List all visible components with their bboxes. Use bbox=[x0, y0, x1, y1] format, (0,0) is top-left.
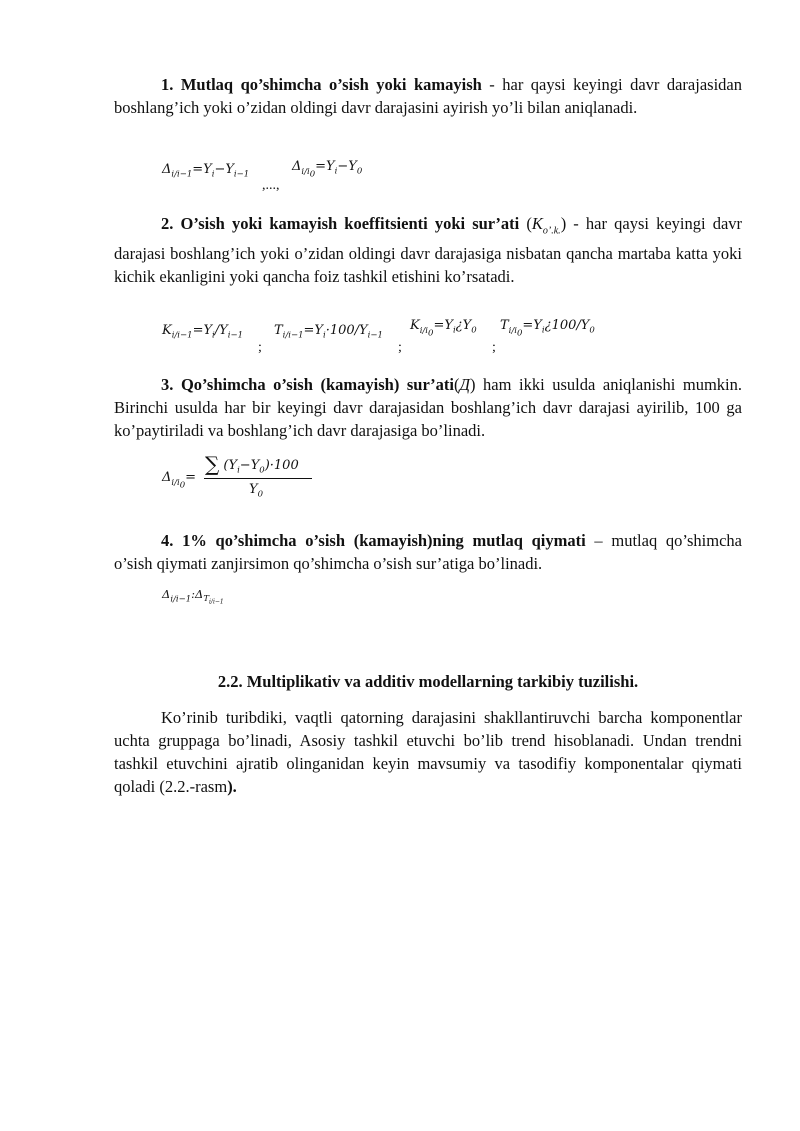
section-heading: 2.2. Multiplikativ va additiv modellarning tarkibiy tuzilishi. bbox=[217, 672, 639, 691]
formula-4-expression: $\Delta_{i/i-1}:\Delta_{T_{i/i-1}}$ bbox=[162, 587, 224, 606]
body-paragraph bbox=[114, 706, 742, 798]
section-1-paragraph bbox=[114, 73, 742, 119]
formula-2-separator-1: ; bbox=[258, 340, 262, 355]
formula-2-t-base: $T_{i/i_0}=Y_i¿100/Y_0$ bbox=[500, 318, 595, 339]
formula-3-lhs: $\Delta_{i/i_0}=$ bbox=[162, 470, 197, 491]
section-3-title: 3. Qo’shimcha o’sish (kamayish) sur’ati bbox=[161, 375, 454, 394]
section-4-title: 4. 1% qo’shimcha o’sish (kamayish)ning mutlaq qiymati bbox=[161, 531, 586, 550]
section-1-title: 1. Mutlaq qo’shimcha o’sish yoki kamayish bbox=[161, 75, 482, 94]
formula-1-base: $\Delta_{i/i_0}=Y_i-Y_0$ bbox=[292, 159, 363, 180]
body-paragraph-closing: ). bbox=[227, 777, 237, 796]
formula-2-separator-3: ; bbox=[492, 340, 496, 355]
section-1-text: - har qaysi keyingi davr darajasidan boshlang’ich yoki o’zidan oldingi davr darajasini ayirish yo’li bilan aniqlanadi. bbox=[114, 75, 742, 117]
formula-3-denominator: $Y_0$ bbox=[249, 482, 264, 500]
formula-2-separator-2: ; bbox=[398, 340, 402, 355]
body-paragraph-text: Ko’rinib turibdiki, vaqtli qatorning darajasini shakllantiruvchi barcha komponentlar uchta gruppaga bo’linadi, Asosiy tashkil etuvchi bo’lib trend hisoblanadi. Undan trendni tashkil etuvchini ajratib olinganidan keyin mavsumiy va tasodifiy komponentalar qiymati qoladi (2.2.-rasm bbox=[114, 708, 742, 796]
section-2-title: 2. O’sish yoki kamayish koeffitsienti yoki sur’ati bbox=[161, 214, 520, 233]
section-2-symbol-sub: o’.k. bbox=[542, 225, 561, 237]
formula-3-numerator: ∑ $(Y_i-Y_0)\cdot 100$ bbox=[205, 452, 299, 476]
section-4-paragraph bbox=[114, 529, 742, 575]
formula-1-chain: $\Delta_{i/i-1}=Y_i-Y_{i-1}$ bbox=[162, 162, 250, 180]
section-2-symbol: K bbox=[531, 214, 543, 233]
formula-2-k-base: $K_{i/i_0}=Y_i¿Y_0$ bbox=[410, 318, 477, 339]
section-2-paragraph: 2. O’sish yoki kamayish koeffitsienti yoki sur’ati $(K_{o’.k.})$ - har qaysi keyingi davr darajasi boshlang’ich yoki o’zidan oldingi davr darajasiga nisbatan qancha martaba katta yoki kichik ekanligini yoki qancha foiz tashkil etishini ko’rsatadi. bbox=[114, 214, 743, 287]
section-2-text: - har qaysi keyingi davr darajasi boshlang’ich yoki o’zidan oldingi davr darajasiga nisbatan qancha martaba katta yoki kichik ekanligini yoki qancha foiz tashkil etishini ko’rsatadi. bbox=[114, 214, 743, 287]
section-4-text: – mutlaq qo’shimcha o’sish qiymati zanjirsimon qo’shimcha o’sish sur’atiga bo’linadi. bbox=[114, 531, 743, 573]
formula-2-k-chain: $K_{i/i-1}=Y_i/Y_{i-1}$ bbox=[162, 323, 243, 341]
formula-2-t-chain: $T_{i/i-1}=Y_i\cdot 100/Y_{i-1}$ bbox=[274, 323, 383, 341]
formula-3-fraction-line bbox=[204, 478, 312, 479]
section-3-symbol: Д bbox=[459, 375, 470, 394]
formula-1-separator: ,..., bbox=[262, 178, 280, 193]
section-3-paragraph: 3. Qo’shimcha o’sish (kamayish) sur’ati(Д) ham ikki usulda aniqlanishi mumkin. Birinchi usulda har bir keyingi davr darajasidan boshlang’ich davr darajasi ayirilib, 100 ga ko’paytiriladi va boshlang’ich davr darajasiga bo’linadi. bbox=[114, 375, 742, 440]
section-3-text: ham ikki usulda aniqlanishi mumkin. Birinchi usulda har bir keyingi davr darajasidan boshlang’ich davr darajasi ayirilib, 100 ga ko’paytiriladi va boshlang’ich davr darajasiga bo’linadi. bbox=[114, 375, 742, 440]
